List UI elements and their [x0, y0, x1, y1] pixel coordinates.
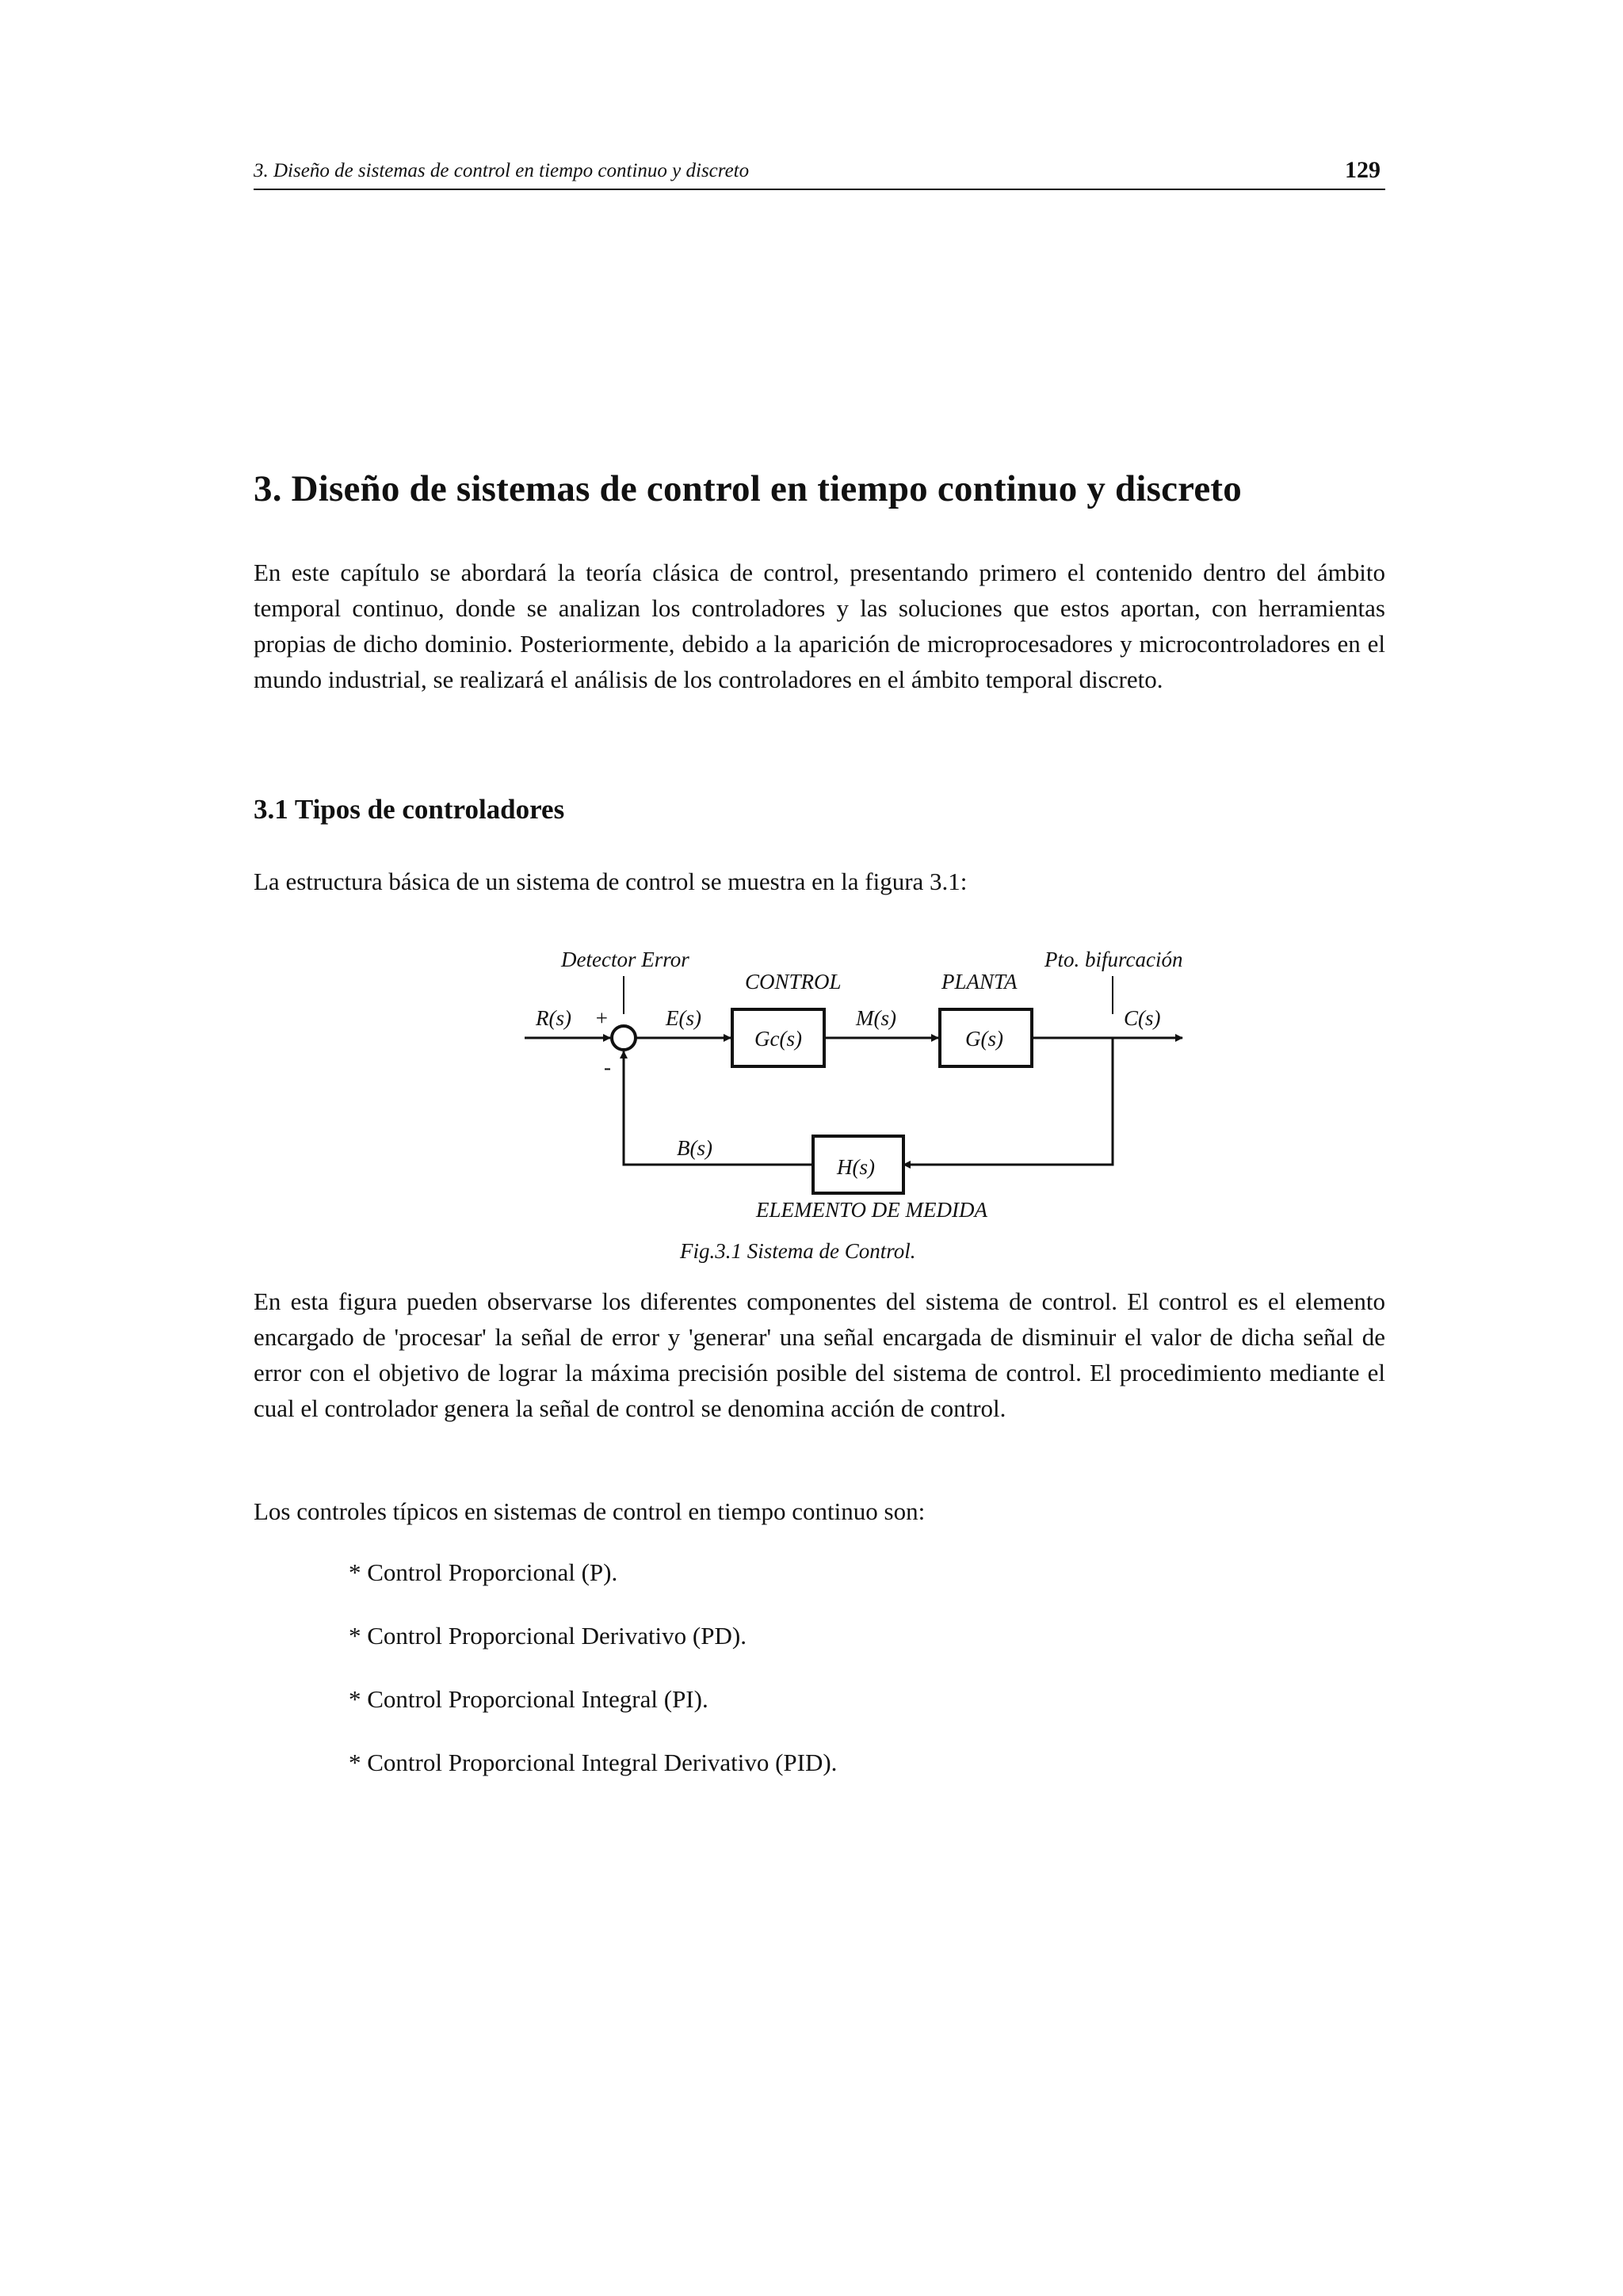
measurement-tf-label: H(s)	[837, 1155, 875, 1179]
list-item: * Control Proporcional Integral (PI).	[349, 1685, 708, 1713]
controllers-list	[349, 1554, 837, 1808]
measurement-element-label: ELEMENTO DE MEDIDA	[756, 1198, 987, 1222]
feedback-signal-line	[624, 1051, 813, 1165]
control-signal-label: M(s)	[856, 1006, 896, 1030]
figure-caption: Fig.3.1 Sistema de Control.	[680, 1239, 916, 1263]
control-label: CONTROL	[745, 970, 842, 994]
planta-label: PLANTA	[941, 970, 1018, 994]
error-label: E(s)	[666, 1006, 701, 1030]
list-intro: Los controles típicos en sistemas de control en tiempo continuo son:	[254, 1497, 926, 1525]
detector-error-label: Detector Error	[561, 948, 689, 971]
list-item: * Control Proporcional Integral Derivativo (PID).	[349, 1749, 838, 1776]
branch-point-label: Pto. bifurcación	[1044, 948, 1183, 971]
block-diagram-figure	[507, 935, 1220, 1283]
feedback-signal-label: B(s)	[677, 1136, 712, 1160]
plant-tf-label: G(s)	[965, 1027, 1003, 1051]
minus-sign: -	[604, 1055, 611, 1079]
chapter-title: 3. Diseño de sistemas de control en tiempo continuo y discreto	[254, 468, 1242, 509]
plus-sign: +	[594, 1006, 609, 1030]
running-header-title: 3. Diseño de sistemas de control en tiempo continuo y discreto	[254, 160, 750, 181]
input-label: R(s)	[536, 1006, 571, 1030]
output-label: C(s)	[1124, 1006, 1161, 1030]
list-item: * Control Proporcional (P).	[349, 1558, 618, 1586]
list-item: * Control Proporcional Derivativo (PD).	[349, 1622, 747, 1650]
section-title: 3.1 Tipos de controladores	[254, 794, 565, 825]
section-intro: La estructura básica de un sistema de control se muestra en la figura 3.1:	[254, 868, 968, 895]
summing-junction	[612, 1026, 636, 1050]
intro-paragraph: En este capítulo se abordará la teoría clásica de control, presentando primero el contenido dentro del ámbito temporal continuo, donde se analizan los controladores y las soluciones que estos aportan, con herramientas propias de dicho dominio. Posteriormente, debido a la aparición de microprocesadores y microcontroladores en el mundo industrial, se realizará el análisis de los controladores en el ámbito temporal discreto.	[254, 559, 1385, 693]
controller-tf-label: Gc(s)	[754, 1027, 802, 1051]
control-system-diagram	[507, 935, 1220, 1283]
running-header	[254, 157, 1385, 190]
explanation-paragraph: En esta figura pueden observarse los diferentes componentes del sistema de control. El control es el elemento encargado de 'procesar' la señal de error y 'generar' una señal encargada de disminuir el valor de dicha señal de error con el objetivo de lograr la máxima precisión posible del sistema de control. El procedimiento mediante el cual el controlador genera la señal de control se denomina acción de control.	[254, 1287, 1385, 1422]
page-number: 129	[1345, 157, 1381, 183]
